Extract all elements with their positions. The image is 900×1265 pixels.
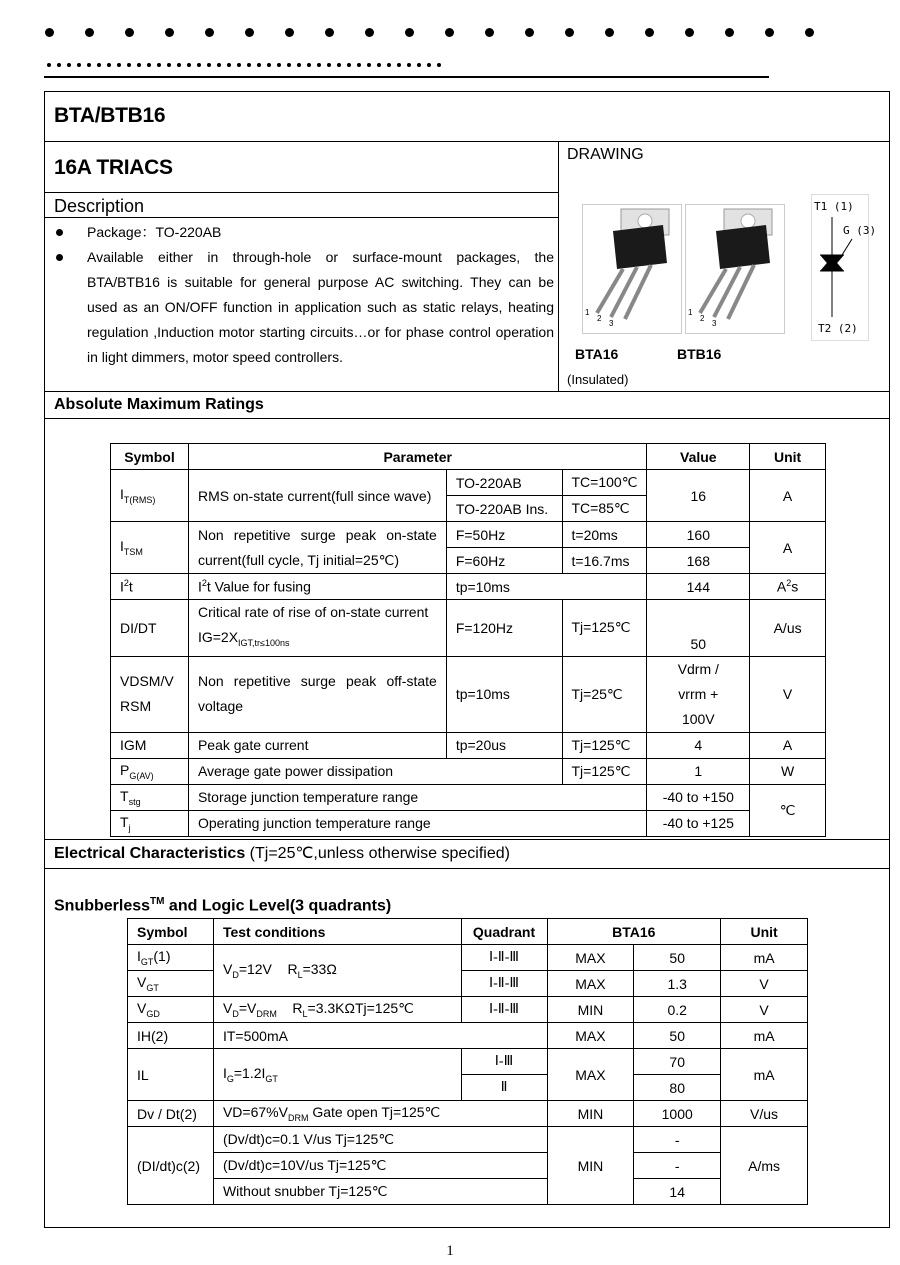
decorative-dot bbox=[177, 63, 181, 67]
decorative-dot bbox=[377, 63, 381, 67]
symbol-cell: VDSM/V RSM bbox=[111, 656, 189, 732]
cond-cell: TC=85℃ bbox=[562, 496, 647, 522]
decorative-dot bbox=[147, 63, 151, 67]
bullet-icon bbox=[56, 254, 63, 261]
cond-cell: TO-220AB bbox=[446, 470, 562, 496]
decorative-dot bbox=[107, 63, 111, 67]
value-cell: 1.3 bbox=[634, 971, 721, 997]
param-cell: Critical rate of rise of on-state current $IG=2X_{IGT,tr\le 100ns}$ bbox=[188, 600, 446, 657]
cond-cell: IT=500mA bbox=[213, 1023, 547, 1049]
decorative-dot bbox=[347, 63, 351, 67]
table-row bbox=[128, 1153, 808, 1179]
decorative-dot bbox=[45, 28, 54, 37]
part-title: BTA/BTB16 bbox=[54, 104, 166, 127]
cond-cell: Tj=125℃ bbox=[562, 600, 647, 657]
value-cell: -40 to +125 bbox=[647, 810, 750, 836]
cond-cell: $V_D=12V$ $R_L=33\Omega$ bbox=[213, 945, 461, 997]
decorative-dot bbox=[285, 28, 294, 37]
unit-cell: V bbox=[750, 656, 826, 732]
table-row bbox=[128, 1023, 808, 1049]
unit-cell: A/us bbox=[750, 600, 826, 657]
decorative-dot bbox=[365, 28, 374, 37]
cond-cell: Tj=125℃ bbox=[562, 732, 647, 758]
unit-cell: A bbox=[750, 732, 826, 758]
pin-2-label: 2 bbox=[700, 314, 705, 323]
decorative-dot bbox=[605, 28, 614, 37]
param-cell: RMS on-state current(full since wave) bbox=[188, 470, 446, 522]
value-cell: 16 bbox=[647, 470, 750, 522]
cond-cell: Tj=25℃ bbox=[562, 656, 647, 732]
symbol-cell: IL bbox=[128, 1049, 214, 1101]
unit-cell: V/us bbox=[721, 1101, 808, 1127]
divider bbox=[45, 839, 889, 840]
schematic-t1-label: T1 (1) bbox=[814, 200, 854, 213]
symbol-cell: $I_{TSM}$ bbox=[111, 522, 189, 574]
unit-cell: $A^2s$ bbox=[750, 574, 826, 600]
value-cell: 144 bbox=[647, 574, 750, 600]
decorative-dot bbox=[67, 63, 71, 67]
schematic-t2-label: T2 (2) bbox=[818, 322, 858, 335]
unit-cell: V bbox=[721, 997, 808, 1023]
header-symbol: Symbol bbox=[128, 919, 214, 945]
param-cell: $I^2t$ Value for fusing bbox=[188, 574, 446, 600]
symbol-cell: IGM bbox=[111, 732, 189, 758]
table-row bbox=[111, 656, 826, 732]
pin-1-label: 1 bbox=[585, 308, 590, 317]
minmax-cell: MIN bbox=[547, 997, 634, 1023]
value-cell: 160 bbox=[647, 522, 750, 548]
decorative-dot bbox=[57, 63, 61, 67]
value-cell: 50 bbox=[634, 945, 721, 971]
table-row bbox=[128, 1127, 808, 1153]
btb16-package-image bbox=[685, 204, 785, 334]
cond-cell: $V_D=V_{DRM}$ $R_L=3.3K\Omega Tj=125℃$ bbox=[213, 997, 461, 1023]
cond-cell: (Dv/dt)c=0.1 V/us Tj=125℃ bbox=[213, 1127, 547, 1153]
decorative-dot bbox=[227, 63, 231, 67]
symbol-cell: (DI/dt)c(2) bbox=[128, 1127, 214, 1205]
minmax-cell: MAX bbox=[547, 971, 634, 997]
value-cell: 50 bbox=[647, 600, 750, 657]
header-symbol: Symbol bbox=[111, 444, 189, 470]
decorative-dot bbox=[525, 28, 534, 37]
symbol-cell: IH(2) bbox=[128, 1023, 214, 1049]
value-cell: - bbox=[634, 1127, 721, 1153]
decorative-dot bbox=[645, 28, 654, 37]
pin-3-label: 3 bbox=[609, 319, 614, 328]
minmax-cell: MAX bbox=[547, 1023, 634, 1049]
decorative-dot bbox=[367, 63, 371, 67]
description-list bbox=[54, 220, 554, 370]
cond-cell: TO-220AB Ins. bbox=[446, 496, 562, 522]
decorative-dot bbox=[327, 63, 331, 67]
elec-heading: Electrical Characteristics (Tj=25℃,unless otherwise specified) bbox=[54, 845, 510, 862]
header-test: Test conditions bbox=[213, 919, 461, 945]
package-text: Package：TO-220AB bbox=[87, 224, 222, 240]
value-cell: 70 bbox=[634, 1049, 721, 1075]
value-cell: 14 bbox=[634, 1179, 721, 1205]
cond-cell: (Dv/dt)c=10V/us Tj=125℃ bbox=[213, 1153, 547, 1179]
decorative-dot bbox=[217, 63, 221, 67]
decorative-dot bbox=[387, 63, 391, 67]
cond-cell: tp=10ms bbox=[446, 574, 647, 600]
decorative-dot bbox=[125, 28, 134, 37]
minmax-cell: MAX bbox=[547, 945, 634, 971]
divider bbox=[45, 868, 889, 869]
value-cell: 50 bbox=[634, 1023, 721, 1049]
decorative-dot bbox=[287, 63, 291, 67]
cond-cell: F=120Hz bbox=[446, 600, 562, 657]
param-cell: Storage junction temperature range bbox=[188, 784, 646, 810]
quadrant-cell: Ⅰ-Ⅱ-Ⅲ bbox=[461, 971, 547, 997]
symbol-cell: $V_{GD}$ bbox=[128, 997, 214, 1023]
table-row bbox=[128, 1049, 808, 1075]
divider bbox=[558, 141, 559, 391]
unit-cell: A bbox=[750, 470, 826, 522]
abs-max-heading: Absolute Maximum Ratings bbox=[54, 396, 264, 413]
decorative-dot bbox=[325, 28, 334, 37]
minmax-cell: MAX bbox=[547, 1049, 634, 1101]
decorative-dot bbox=[127, 63, 131, 67]
cond-cell: $VD=67\%V_{DRM}$ Gate open Tj=125℃ bbox=[213, 1101, 547, 1127]
decorative-dot bbox=[205, 28, 214, 37]
decorative-dot bbox=[157, 63, 161, 67]
table-row bbox=[111, 470, 826, 496]
value-cell: Vdrm / vrrm + 100V bbox=[647, 656, 750, 732]
decorative-dot bbox=[187, 63, 191, 67]
table-row bbox=[111, 810, 826, 836]
decorative-dot bbox=[337, 63, 341, 67]
decorative-dot bbox=[397, 63, 401, 67]
header-unit: Unit bbox=[721, 919, 808, 945]
list-item bbox=[54, 245, 554, 370]
cond-cell: t=16.7ms bbox=[562, 548, 647, 574]
minmax-cell: MIN bbox=[547, 1101, 634, 1127]
unit-cell: W bbox=[750, 758, 826, 784]
decorative-dot bbox=[97, 63, 101, 67]
table-header-row bbox=[128, 919, 808, 945]
triac-schematic bbox=[811, 194, 869, 341]
cond-cell: $I_G=1.2I_{GT}$ bbox=[213, 1049, 461, 1101]
decorative-dot bbox=[357, 63, 361, 67]
decorative-dot bbox=[47, 63, 51, 67]
description-heading: Description bbox=[54, 196, 145, 216]
divider bbox=[45, 217, 558, 218]
description-text: Available either in through-hole or surface-mount packages, the BTA/BTB16 is suitable for general purpose AC switching. They can be used as an ON/OFF function in application such as static relays, heating regulation ,Induction motor starting circuits…or for phase control operation in light dimmers, motor speed controllers. bbox=[87, 249, 554, 365]
cond-cell: F=50Hz bbox=[446, 522, 562, 548]
decorative-dot bbox=[685, 28, 694, 37]
bta16-package-image bbox=[582, 204, 682, 334]
decorative-dot bbox=[317, 63, 321, 67]
part-subtitle: 16A TRIACS bbox=[54, 156, 173, 179]
decorative-dot bbox=[427, 63, 431, 67]
symbol-cell: $V_{GT}$ bbox=[128, 971, 214, 997]
symbol-cell: Dv / Dt(2) bbox=[128, 1101, 214, 1127]
symbol-cell: DI/DT bbox=[111, 600, 189, 657]
decorative-dot bbox=[805, 28, 814, 37]
unit-cell: A bbox=[750, 522, 826, 574]
table-row bbox=[111, 600, 826, 657]
cond-cell: F=60Hz bbox=[446, 548, 562, 574]
value-cell: 0.2 bbox=[634, 997, 721, 1023]
decorative-dot bbox=[247, 63, 251, 67]
btb16-label: BTB16 bbox=[677, 346, 722, 362]
unit-cell: V bbox=[721, 971, 808, 997]
header-value: Value bbox=[647, 444, 750, 470]
decorative-dot bbox=[245, 28, 254, 37]
minmax-cell: MIN bbox=[547, 1127, 634, 1205]
unit-cell: mA bbox=[721, 1049, 808, 1101]
bta16-label: BTA16 bbox=[575, 346, 619, 362]
pin-3-label: 3 bbox=[712, 319, 717, 328]
decorative-dot bbox=[437, 63, 441, 67]
decorative-dot bbox=[725, 28, 734, 37]
table-header-row bbox=[111, 444, 826, 470]
decorative-dot bbox=[165, 28, 174, 37]
pin-2-label: 2 bbox=[597, 314, 602, 323]
quadrant-cell: Ⅰ-Ⅱ-Ⅲ bbox=[461, 945, 547, 971]
param-cell: Non repetitive surge peak off-state voltage bbox=[188, 656, 446, 732]
cond-cell: Without snubber Tj=125℃ bbox=[213, 1179, 547, 1205]
quadrant-cell: Ⅰ-Ⅲ bbox=[461, 1049, 547, 1075]
list-item bbox=[54, 220, 554, 245]
decorative-dot bbox=[257, 63, 261, 67]
param-cell: Operating junction temperature range bbox=[188, 810, 646, 836]
abs-max-table bbox=[110, 443, 826, 837]
header-unit: Unit bbox=[750, 444, 826, 470]
schematic-g-label: G (3) bbox=[843, 224, 877, 237]
table-row bbox=[111, 732, 826, 758]
symbol-cell: $I_{GT}(1)$ bbox=[128, 945, 214, 971]
header-dots-small bbox=[44, 63, 454, 69]
unit-cell: A/ms bbox=[721, 1127, 808, 1205]
unit-cell: mA bbox=[721, 1023, 808, 1049]
param-cell: Average gate power dissipation bbox=[188, 758, 562, 784]
table-row bbox=[128, 997, 808, 1023]
quadrant-cell: Ⅱ bbox=[461, 1075, 547, 1101]
header-parameter: Parameter bbox=[188, 444, 646, 470]
table-row bbox=[128, 1101, 808, 1127]
cond-cell: tp=20us bbox=[446, 732, 562, 758]
decorative-dot bbox=[417, 63, 421, 67]
decorative-dot bbox=[117, 63, 121, 67]
quadrant-cell: Ⅰ-Ⅱ-Ⅲ bbox=[461, 997, 547, 1023]
header-dots-large bbox=[40, 28, 840, 44]
header-quadrant: Quadrant bbox=[461, 919, 547, 945]
decorative-dot bbox=[485, 28, 494, 37]
symbol-cell: $T_j$ bbox=[111, 810, 189, 836]
snubberless-table bbox=[127, 918, 808, 1205]
unit-cell: ℃ bbox=[750, 784, 826, 836]
cond-cell: Tj=125℃ bbox=[562, 758, 647, 784]
unit-cell: mA bbox=[721, 945, 808, 971]
header-rule bbox=[44, 76, 769, 78]
value-cell: - bbox=[634, 1153, 721, 1179]
page-number: 1 bbox=[446, 1243, 454, 1259]
decorative-dot bbox=[85, 28, 94, 37]
decorative-dot bbox=[565, 28, 574, 37]
decorative-dot bbox=[277, 63, 281, 67]
decorative-dot bbox=[137, 63, 141, 67]
table-row bbox=[111, 574, 826, 600]
divider bbox=[45, 141, 889, 142]
cond-cell: TC=100℃ bbox=[562, 470, 647, 496]
decorative-dot bbox=[765, 28, 774, 37]
value-cell: 1 bbox=[647, 758, 750, 784]
decorative-dot bbox=[445, 28, 454, 37]
decorative-dot bbox=[77, 63, 81, 67]
decorative-dot bbox=[307, 63, 311, 67]
drawing-heading: DRAWING bbox=[567, 146, 644, 163]
insulated-note: (Insulated) bbox=[567, 372, 629, 387]
divider bbox=[45, 192, 558, 193]
decorative-dot bbox=[267, 63, 271, 67]
pin-1-label: 1 bbox=[688, 308, 693, 317]
cond-cell: t=20ms bbox=[562, 522, 647, 548]
decorative-dot bbox=[407, 63, 411, 67]
cond-cell: tp=10ms bbox=[446, 656, 562, 732]
snubberless-heading: Snubberless™ and Logic Level(3 quadrants) bbox=[54, 896, 392, 915]
table-row bbox=[111, 784, 826, 810]
param-cell: Non repetitive surge peak on-state current(full cycle, Tj initial=25℃) bbox=[188, 522, 446, 574]
table-row bbox=[128, 945, 808, 971]
param-cell: Peak gate current bbox=[188, 732, 446, 758]
table-row bbox=[128, 1179, 808, 1205]
decorative-dot bbox=[87, 63, 91, 67]
value-cell: -40 to +150 bbox=[647, 784, 750, 810]
header-bta16: BTA16 bbox=[547, 919, 721, 945]
decorative-dot bbox=[297, 63, 301, 67]
table-row bbox=[111, 522, 826, 548]
symbol-cell: $I_{T(RMS)}$ bbox=[111, 470, 189, 522]
decorative-dot bbox=[405, 28, 414, 37]
value-cell: 1000 bbox=[634, 1101, 721, 1127]
value-cell: 4 bbox=[647, 732, 750, 758]
decorative-dot bbox=[237, 63, 241, 67]
decorative-dot bbox=[167, 63, 171, 67]
bullet-icon bbox=[56, 229, 63, 236]
table-row bbox=[111, 758, 826, 784]
decorative-dot bbox=[207, 63, 211, 67]
divider bbox=[45, 391, 889, 392]
value-cell: 168 bbox=[647, 548, 750, 574]
symbol-cell: $I^2t$ bbox=[111, 574, 189, 600]
divider bbox=[45, 418, 889, 419]
value-cell: 80 bbox=[634, 1075, 721, 1101]
symbol-cell: $P_{G(AV)}$ bbox=[111, 758, 189, 784]
symbol-cell: $T_{stg}$ bbox=[111, 784, 189, 810]
decorative-dot bbox=[197, 63, 201, 67]
